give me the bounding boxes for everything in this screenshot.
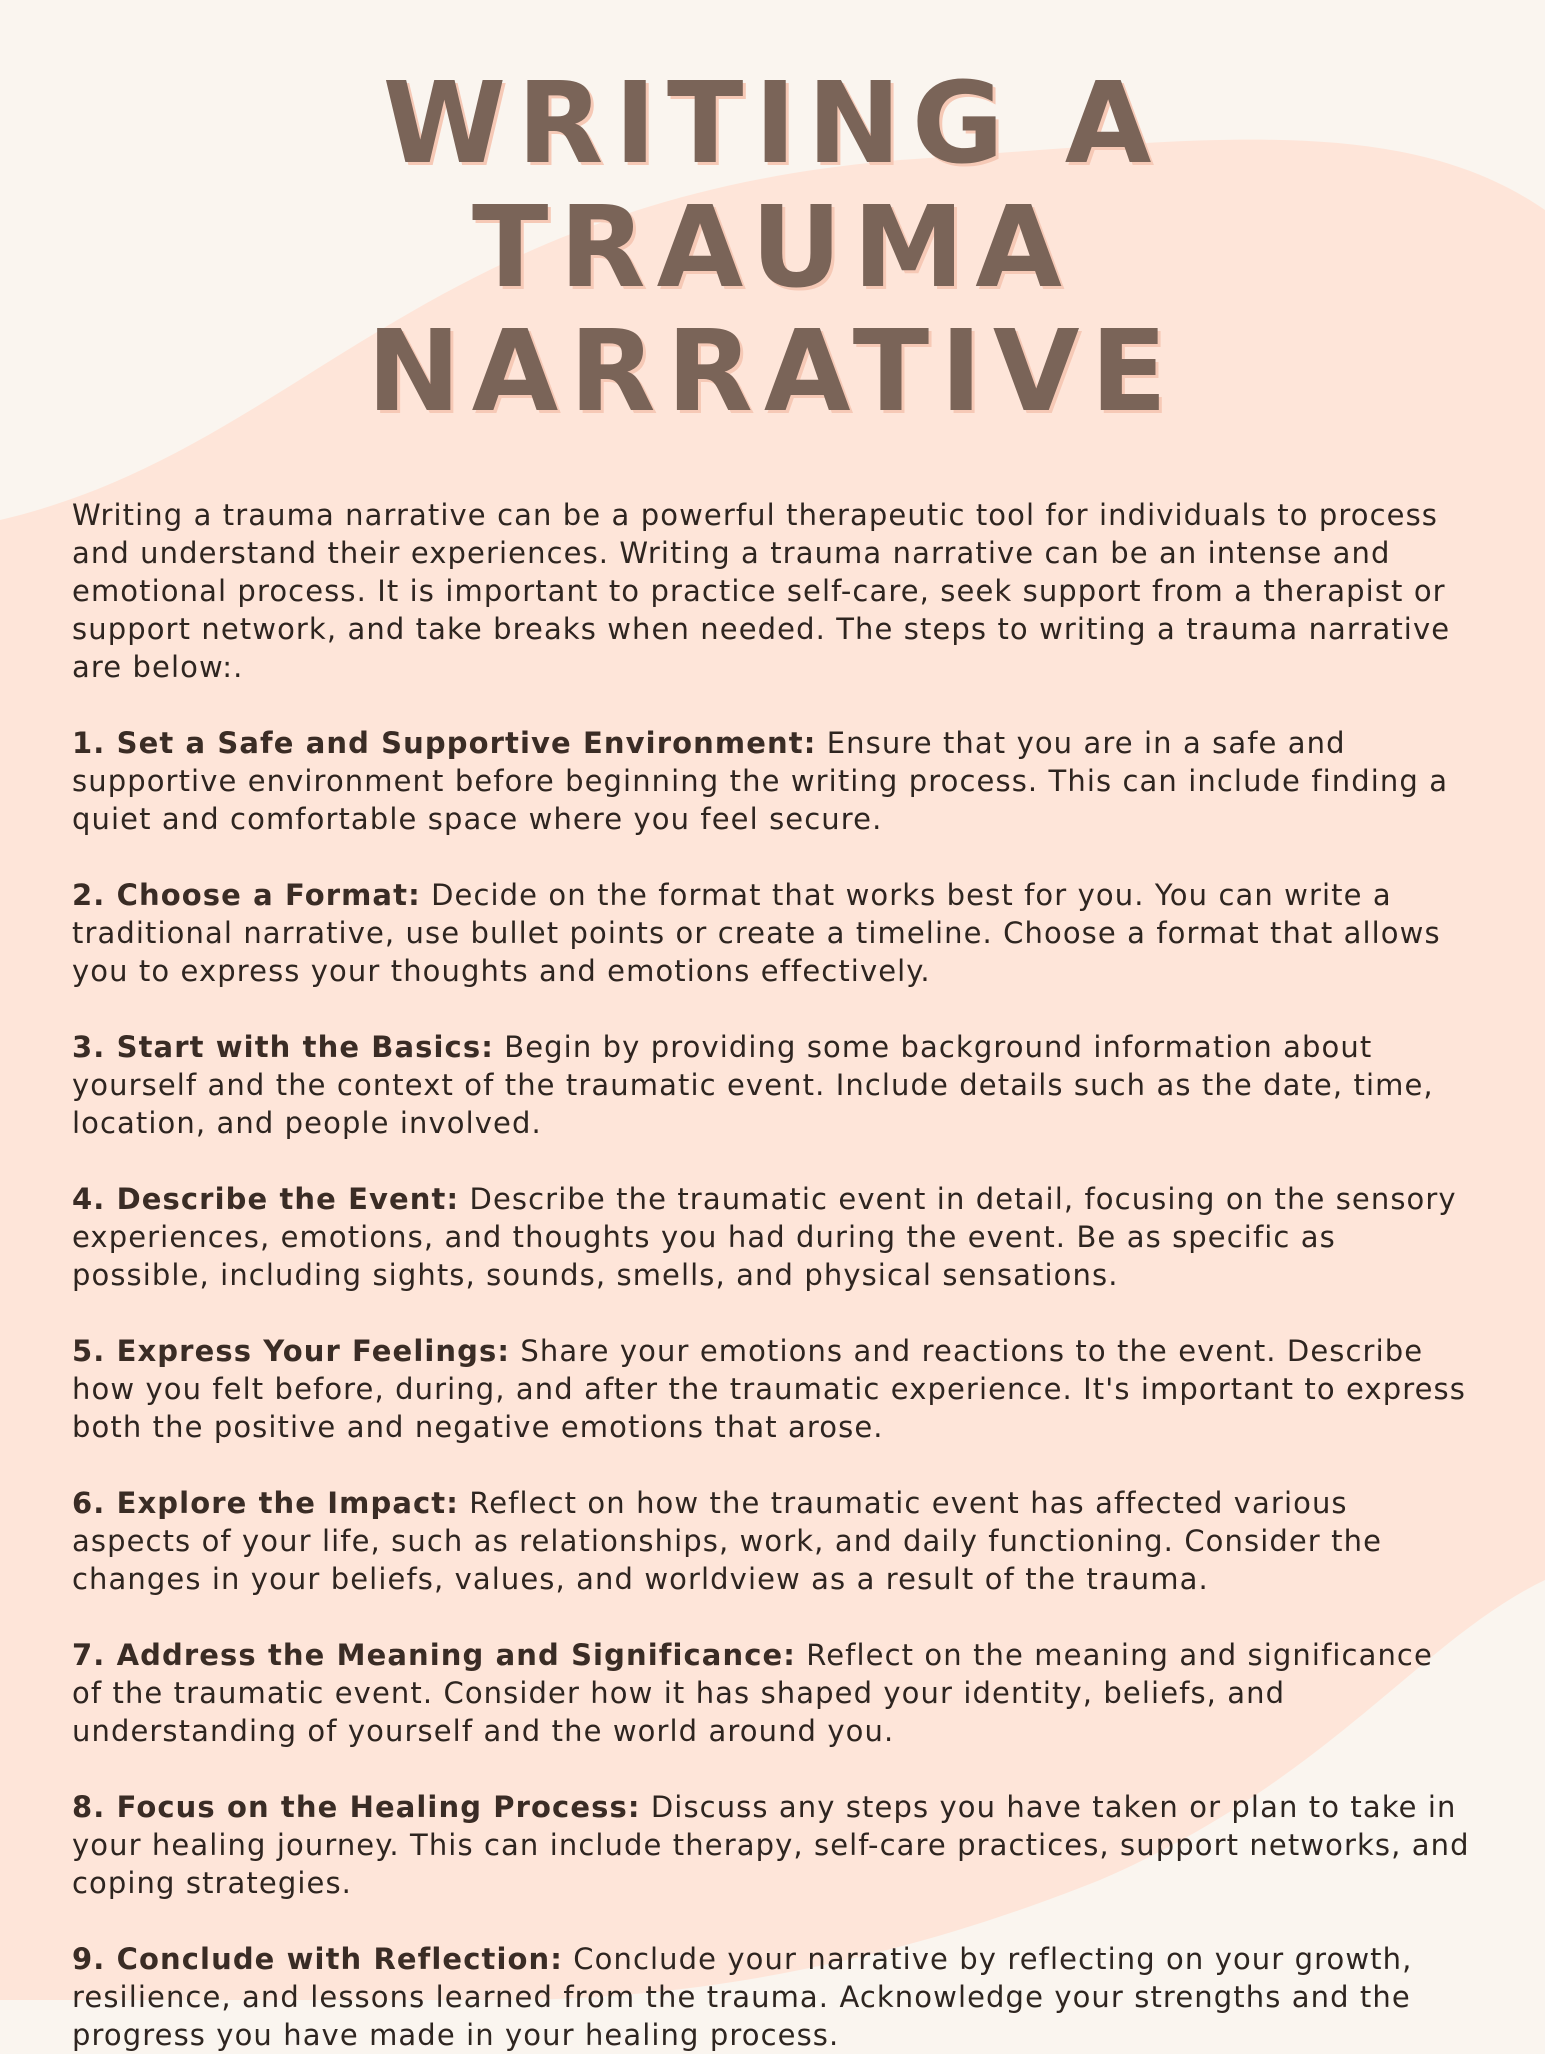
step-text: Describe the traumatic event in detail, focusing on the sensory experiences, emotions, and thoughts you had during the event. Be as specific as possible, including sights, sounds, smells, and physical sensations. — [72, 1182, 1457, 1292]
step-item — [72, 1788, 1473, 1902]
step-heading: 6. Explore the Impact: — [72, 1486, 459, 1520]
step-heading: 3. Start with the Basics: — [72, 1030, 494, 1064]
step-text: Discuss any steps you have taken or plan to take in your healing journey. This can include therapy, self-care practices, support networks, and coping strategies. — [72, 1790, 1470, 1900]
step-text: Begin by providing some background information about yourself and the context of the traumatic event. Include details such as the date, time, location, and people involved. — [72, 1030, 1434, 1140]
title-line-1: WRITING A TRAUMA — [382, 59, 1163, 313]
page-title — [72, 0, 1473, 437]
step-item — [72, 1180, 1473, 1294]
step-text: Decide on the format that works best for you. You can write a traditional narrative, use bullet points or create a timeline. Choose a format that allows you to express your thoughts and emotions effectively. — [72, 878, 1441, 988]
step-item — [72, 724, 1473, 838]
step-item — [72, 876, 1473, 990]
step-item — [72, 1636, 1473, 1750]
step-text: Reflect on how the traumatic event has affected various aspects of your life, such as relationships, work, and daily functioning. Consider the changes in your beliefs, values, and worldview as a result of the trauma. — [72, 1486, 1383, 1596]
step-item — [72, 1028, 1473, 1142]
step-heading: 5. Express Your Feelings: — [72, 1334, 511, 1368]
step-heading: 1. Set a Safe and Supportive Environment: — [72, 726, 817, 760]
document-body — [72, 496, 1473, 2054]
step-heading: 8. Focus on the Healing Process: — [72, 1790, 641, 1824]
title-line-2: NARRATIVE — [366, 307, 1179, 437]
step-heading: 4. Describe the Event: — [72, 1182, 460, 1216]
intro-paragraph: Writing a trauma narrative can be a powerful therapeutic tool for individuals to process and understand their experiences. Writing a trauma narrative can be an intense and emotional process. It is important to practice self-care, seek support from a therapist or support network, and take breaks when needed. The steps to writing a trauma narrative are below:. — [72, 498, 1451, 684]
step-text: Reflect on the meaning and significance of the traumatic event. Consider how it has shaped your identity, beliefs, and understanding of yourself and the world around you. — [72, 1638, 1433, 1748]
step-item — [72, 1332, 1473, 1446]
step-item — [72, 1940, 1473, 2054]
step-heading: 7. Address the Meaning and Significance: — [72, 1638, 796, 1672]
step-heading: 9. Conclude with Reflection: — [72, 1942, 563, 1976]
step-text: Ensure that you are in a safe and supportive environment before beginning the writing process. This can include finding a quiet and comfortable space where you feel secure. — [72, 726, 1449, 836]
step-heading: 2. Choose a Format: — [72, 878, 421, 912]
step-item — [72, 1484, 1473, 1598]
step-text: Conclude your narrative by reflecting on your growth, resilience, and lessons learned from the trauma. Acknowledge your strengths and the progress you have made in your healing process. — [72, 1942, 1413, 2052]
steps-list — [72, 724, 1473, 2054]
step-text: Share your emotions and reactions to the event. Describe how you felt before, during, and after the traumatic experience. It's important to express both the positive and negative emotions that arose. — [72, 1334, 1466, 1444]
